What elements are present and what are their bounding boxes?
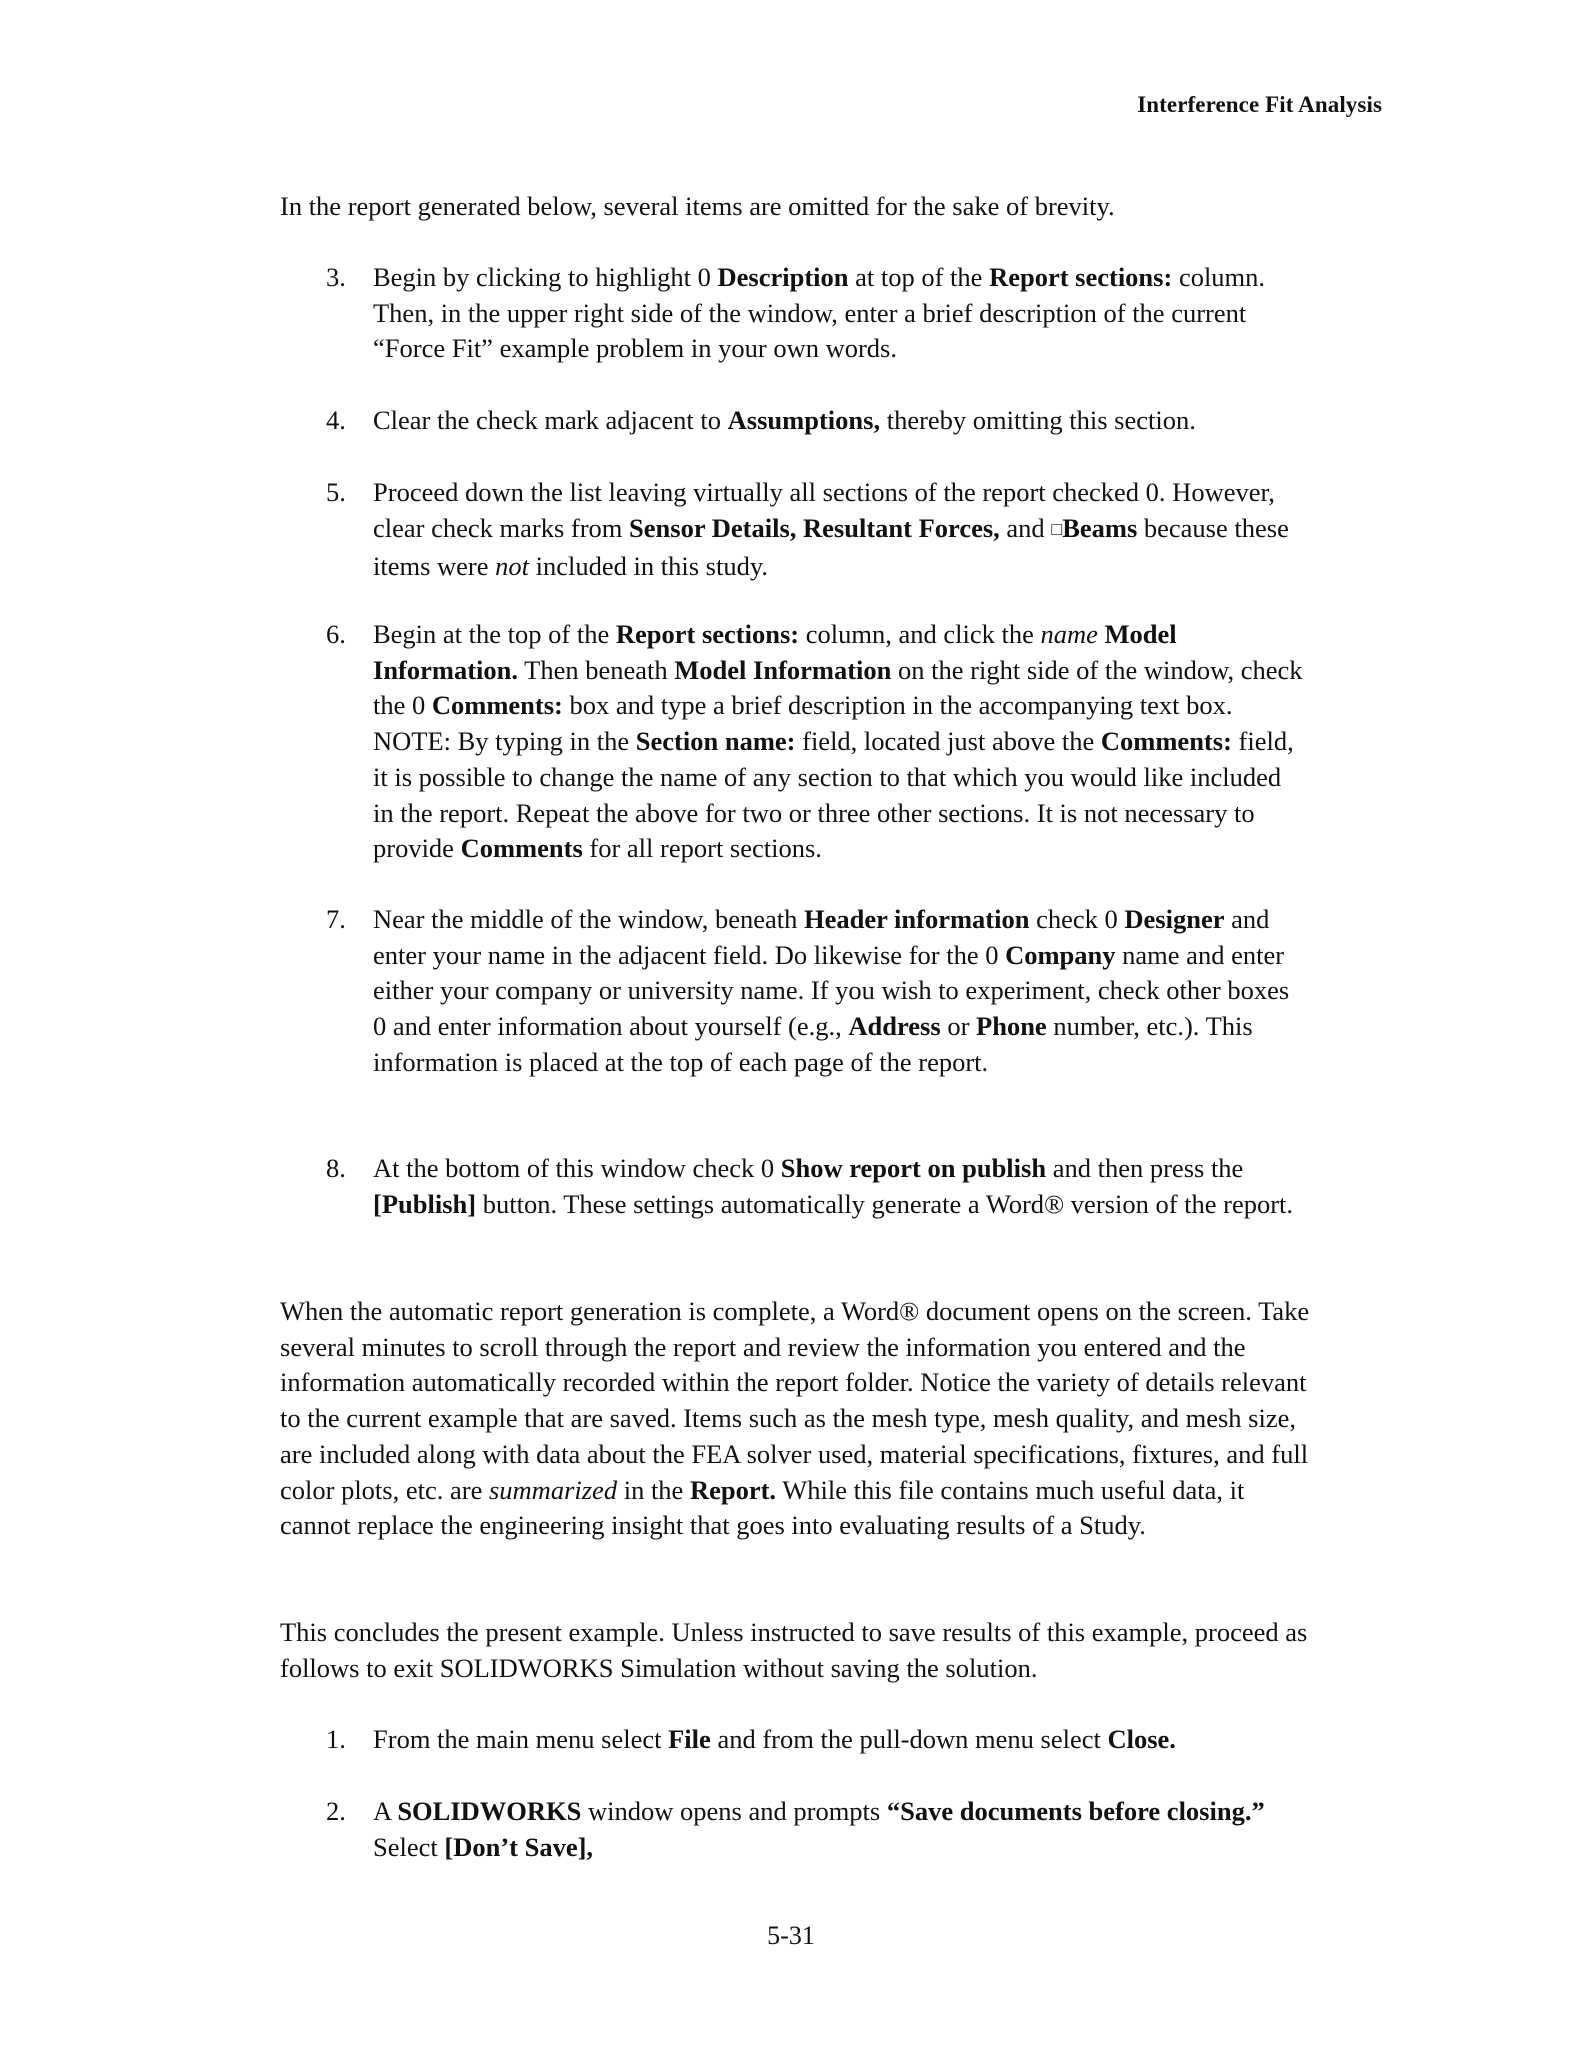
step-number: 7.: [326, 904, 346, 934]
step-number: 6.: [326, 619, 346, 649]
summary-paragraph: When the automatic report generation is complete, a Word® document opens on the screen. Take several minutes to scroll through the report and review the information you entered and the information automatically recorded within the report folder. Notice the variety of details relevant to the current example that are saved. Items such as the mesh type, mesh quality, and mesh size, are included along with data about the FEA solver used, material specifications, fixtures, and full color plots, etc. are summarized in the Report. While this file contains much useful data, it cannot replace the engineering insight that goes into evaluating results of a Study.: [280, 1296, 1310, 1541]
steps-list-b: [280, 1722, 1320, 1758]
steps-list-b: [280, 1794, 1320, 1865]
step-number: 3.: [326, 262, 346, 292]
step-number: 5.: [326, 477, 346, 507]
step-item: 8. At the bottom of this window check 0 Show report on publish and then press the [Publish] button. These settings automatically generate a Word® version of the report.: [326, 1153, 1294, 1219]
steps-list-a: [280, 1151, 1320, 1222]
step-number: 2.: [326, 1796, 346, 1826]
step-item: 6. Begin at the top of the Report sections: column, and click the name Model Information. Then beneath Model Information on the right side of the window, check the 0 Comments: box and type a brief description in the accompanying text box. NOTE: By typing in the Section name: field, located just above the Comments: field, it is possible to change the name of any section to that which you would like included in the report. Repeat the above for two or three other sections. It is not necessary to provide Comments for all report sections.: [326, 619, 1303, 864]
steps-list-a: [280, 403, 1320, 439]
steps-list-a: [280, 475, 1320, 585]
step-item: 7. Near the middle of the window, beneath Header information check 0 Designer and enter your name in the adjacent field. Do likewise for the 0 Company name and enter either your company or university name. If you wish to experiment, check other boxes 0 and enter information about yourself (e.g., Address or Phone number, etc.). This information is placed at the top of each page of the report.: [326, 904, 1290, 1077]
step-item: 3. Begin by clicking to highlight 0 Description at top of the Report sections: column. Then, in the upper right side of the window, enter a brief description of the current “Force Fit” example problem in your own words.: [326, 262, 1266, 364]
intro-paragraph: In the report generated below, several items are omitted for the sake of brevity.: [280, 191, 1115, 221]
step-item: 1. From the main menu select File and from the pull-down menu select Close.: [280, 1722, 1303, 1758]
step-item: 4. Clear the check mark adjacent to Assumptions, thereby omitting this section.: [280, 403, 1303, 439]
steps-list-a: [280, 902, 1320, 1081]
steps-list-a: [280, 260, 1320, 367]
step-number: 4.: [326, 405, 346, 435]
step-item: 5. Proceed down the list leaving virtually all sections of the report checked 0. However, clear check marks from Sensor Details, Resultant Forces, and □Beams because these items were not included in this study.: [326, 477, 1289, 582]
step-item: 2. A SOLIDWORKS window opens and prompts “Save documents before closing.” Select [Don’t Save],: [326, 1796, 1265, 1862]
conclusion-paragraph: This concludes the present example. Unless instructed to save results of this example, proceed as follows to exit SOLIDWORKS Simulation without saving the solution.: [280, 1617, 1308, 1683]
step-number: 8.: [326, 1153, 346, 1183]
checkbox-glyph: □: [1051, 518, 1063, 539]
running-header: Interference Fit Analysis: [1137, 92, 1382, 117]
steps-list-a: [280, 617, 1320, 867]
step-number: 1.: [326, 1724, 346, 1754]
page-number: 5-31: [767, 1921, 815, 1950]
